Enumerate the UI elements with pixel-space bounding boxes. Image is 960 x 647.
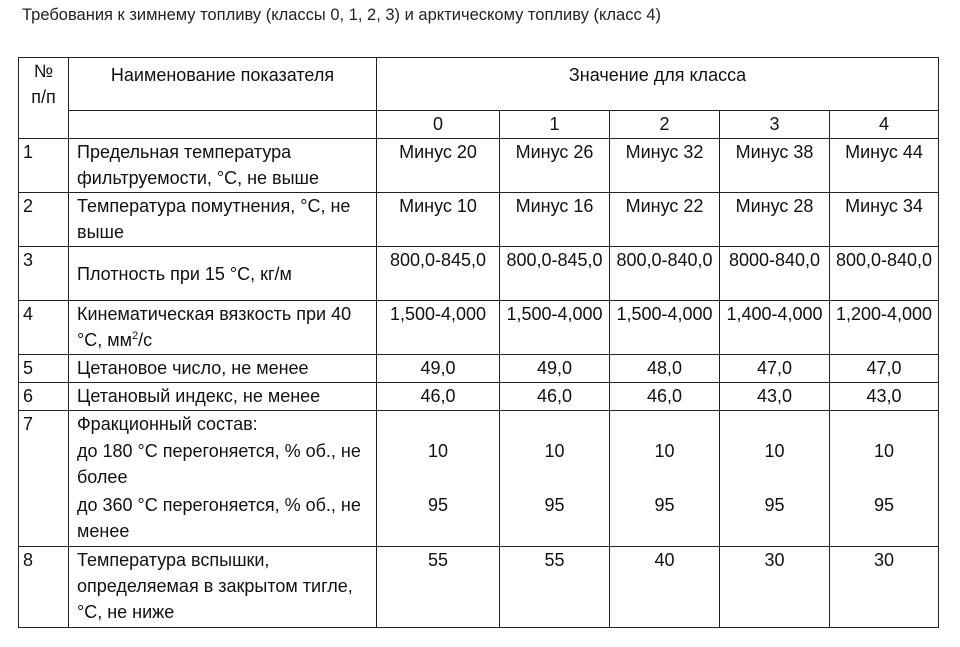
cell-value: 1,400-4,000 xyxy=(720,301,830,355)
cell-value: Минус 22 xyxy=(610,193,720,247)
table-row xyxy=(19,547,939,628)
class-header: 4 xyxy=(830,111,939,139)
cell-value: 1,200-4,000 xyxy=(830,301,939,355)
table-row xyxy=(19,193,939,247)
row-num: 4 xyxy=(19,301,69,355)
header-name-empty xyxy=(69,111,377,139)
cell-value: 95 xyxy=(830,492,939,547)
cell-value: 10 xyxy=(610,438,720,492)
page-title: Требования к зимнему топливу (классы 0, 1, 2, 3) и арктическому топливу (класс 4) xyxy=(22,6,661,24)
table-row xyxy=(19,247,939,301)
cell-value: Минус 28 xyxy=(720,193,830,247)
cell-value: Минус 34 xyxy=(830,193,939,247)
row-name: Плотность при 15 °С, кг/м xyxy=(69,247,377,301)
cell-value: 1,500-4,000 xyxy=(500,301,610,355)
row-name: Кинематическая вязкость при 40 °С, $мм^2/с$ xyxy=(69,301,377,355)
row-name: до 360 °С перегоняется, % об., не менее xyxy=(69,492,377,547)
cell-value: Минус 26 xyxy=(500,139,610,193)
cell-value: 95 xyxy=(610,492,720,547)
row-num: 5 xyxy=(19,355,69,383)
cell-value: 10 xyxy=(830,438,939,492)
table-row xyxy=(19,383,939,411)
cell-value: Минус 20 xyxy=(377,139,500,193)
cell-value: 95 xyxy=(377,492,500,547)
cell-value: 47,0 xyxy=(830,355,939,383)
row-name: Температура вспышки, определяемая в закрытом тигле, °С, не ниже xyxy=(69,547,377,628)
row-name: Предельная температура фильтруемости, °С, не выше xyxy=(69,139,377,193)
row-name: Цетановый индекс, не менее xyxy=(69,383,377,411)
row-num: 6 xyxy=(19,383,69,411)
fuel-requirements-table xyxy=(18,57,939,628)
cell-value: 800,0-845,0 xyxy=(500,247,610,301)
cell-value: 47,0 xyxy=(720,355,830,383)
table-row xyxy=(19,438,939,492)
row-name: Фракционный состав: xyxy=(69,411,377,438)
cell-value: 46,0 xyxy=(500,383,610,411)
header-name: Наименование показателя xyxy=(69,58,377,111)
row-name: Цетановое число, не менее xyxy=(69,355,377,383)
cell-value: 55 xyxy=(377,547,500,628)
class-header: 0 xyxy=(377,111,500,139)
cell-value: 55 xyxy=(500,547,610,628)
class-header: 3 xyxy=(720,111,830,139)
table-row xyxy=(19,492,939,547)
cell-value: 95 xyxy=(500,492,610,547)
cell-value: Минус 10 xyxy=(377,193,500,247)
cell-value: 800,0-840,0 xyxy=(610,247,720,301)
row-num: 3 xyxy=(19,247,69,301)
cell-value: 43,0 xyxy=(720,383,830,411)
cell-value: 10 xyxy=(720,438,830,492)
cell-value: 800,0-840,0 xyxy=(830,247,939,301)
cell-value: 49,0 xyxy=(377,355,500,383)
cell-value: Минус 32 xyxy=(610,139,720,193)
cell-value: 30 xyxy=(830,547,939,628)
cell-value: 30 xyxy=(720,547,830,628)
cell-value: Минус 16 xyxy=(500,193,610,247)
cell-value: 46,0 xyxy=(610,383,720,411)
table-row xyxy=(19,301,939,355)
cell-value: 40 xyxy=(610,547,720,628)
class-header: 2 xyxy=(610,111,720,139)
table-row xyxy=(19,411,939,438)
header-group: Значение для класса xyxy=(377,58,939,111)
table-row xyxy=(19,355,939,383)
cell-value: 48,0 xyxy=(610,355,720,383)
header-num: № п/п xyxy=(19,58,69,139)
cell-value: 800,0-845,0 xyxy=(377,247,500,301)
cell-value: 43,0 xyxy=(830,383,939,411)
cell-value: Минус 38 xyxy=(720,139,830,193)
cell-value: 10 xyxy=(500,438,610,492)
row-num: 8 xyxy=(19,547,69,628)
row-name: до 180 °С перегоняется, % об., не более xyxy=(69,438,377,492)
row-num: 1 xyxy=(19,139,69,193)
class-header: 1 xyxy=(500,111,610,139)
row-num: 7 xyxy=(19,411,69,547)
cell-value: 1,500-4,000 xyxy=(610,301,720,355)
cell-value: Минус 44 xyxy=(830,139,939,193)
cell-value: 49,0 xyxy=(500,355,610,383)
row-num: 2 xyxy=(19,193,69,247)
cell-value: 8000-840,0 xyxy=(720,247,830,301)
row-name: Температура помутнения, °С, не выше xyxy=(69,193,377,247)
table-row xyxy=(19,139,939,193)
cell-value: 95 xyxy=(720,492,830,547)
cell-value: 46,0 xyxy=(377,383,500,411)
cell-value: 1,500-4,000 xyxy=(377,301,500,355)
cell-value: 10 xyxy=(377,438,500,492)
